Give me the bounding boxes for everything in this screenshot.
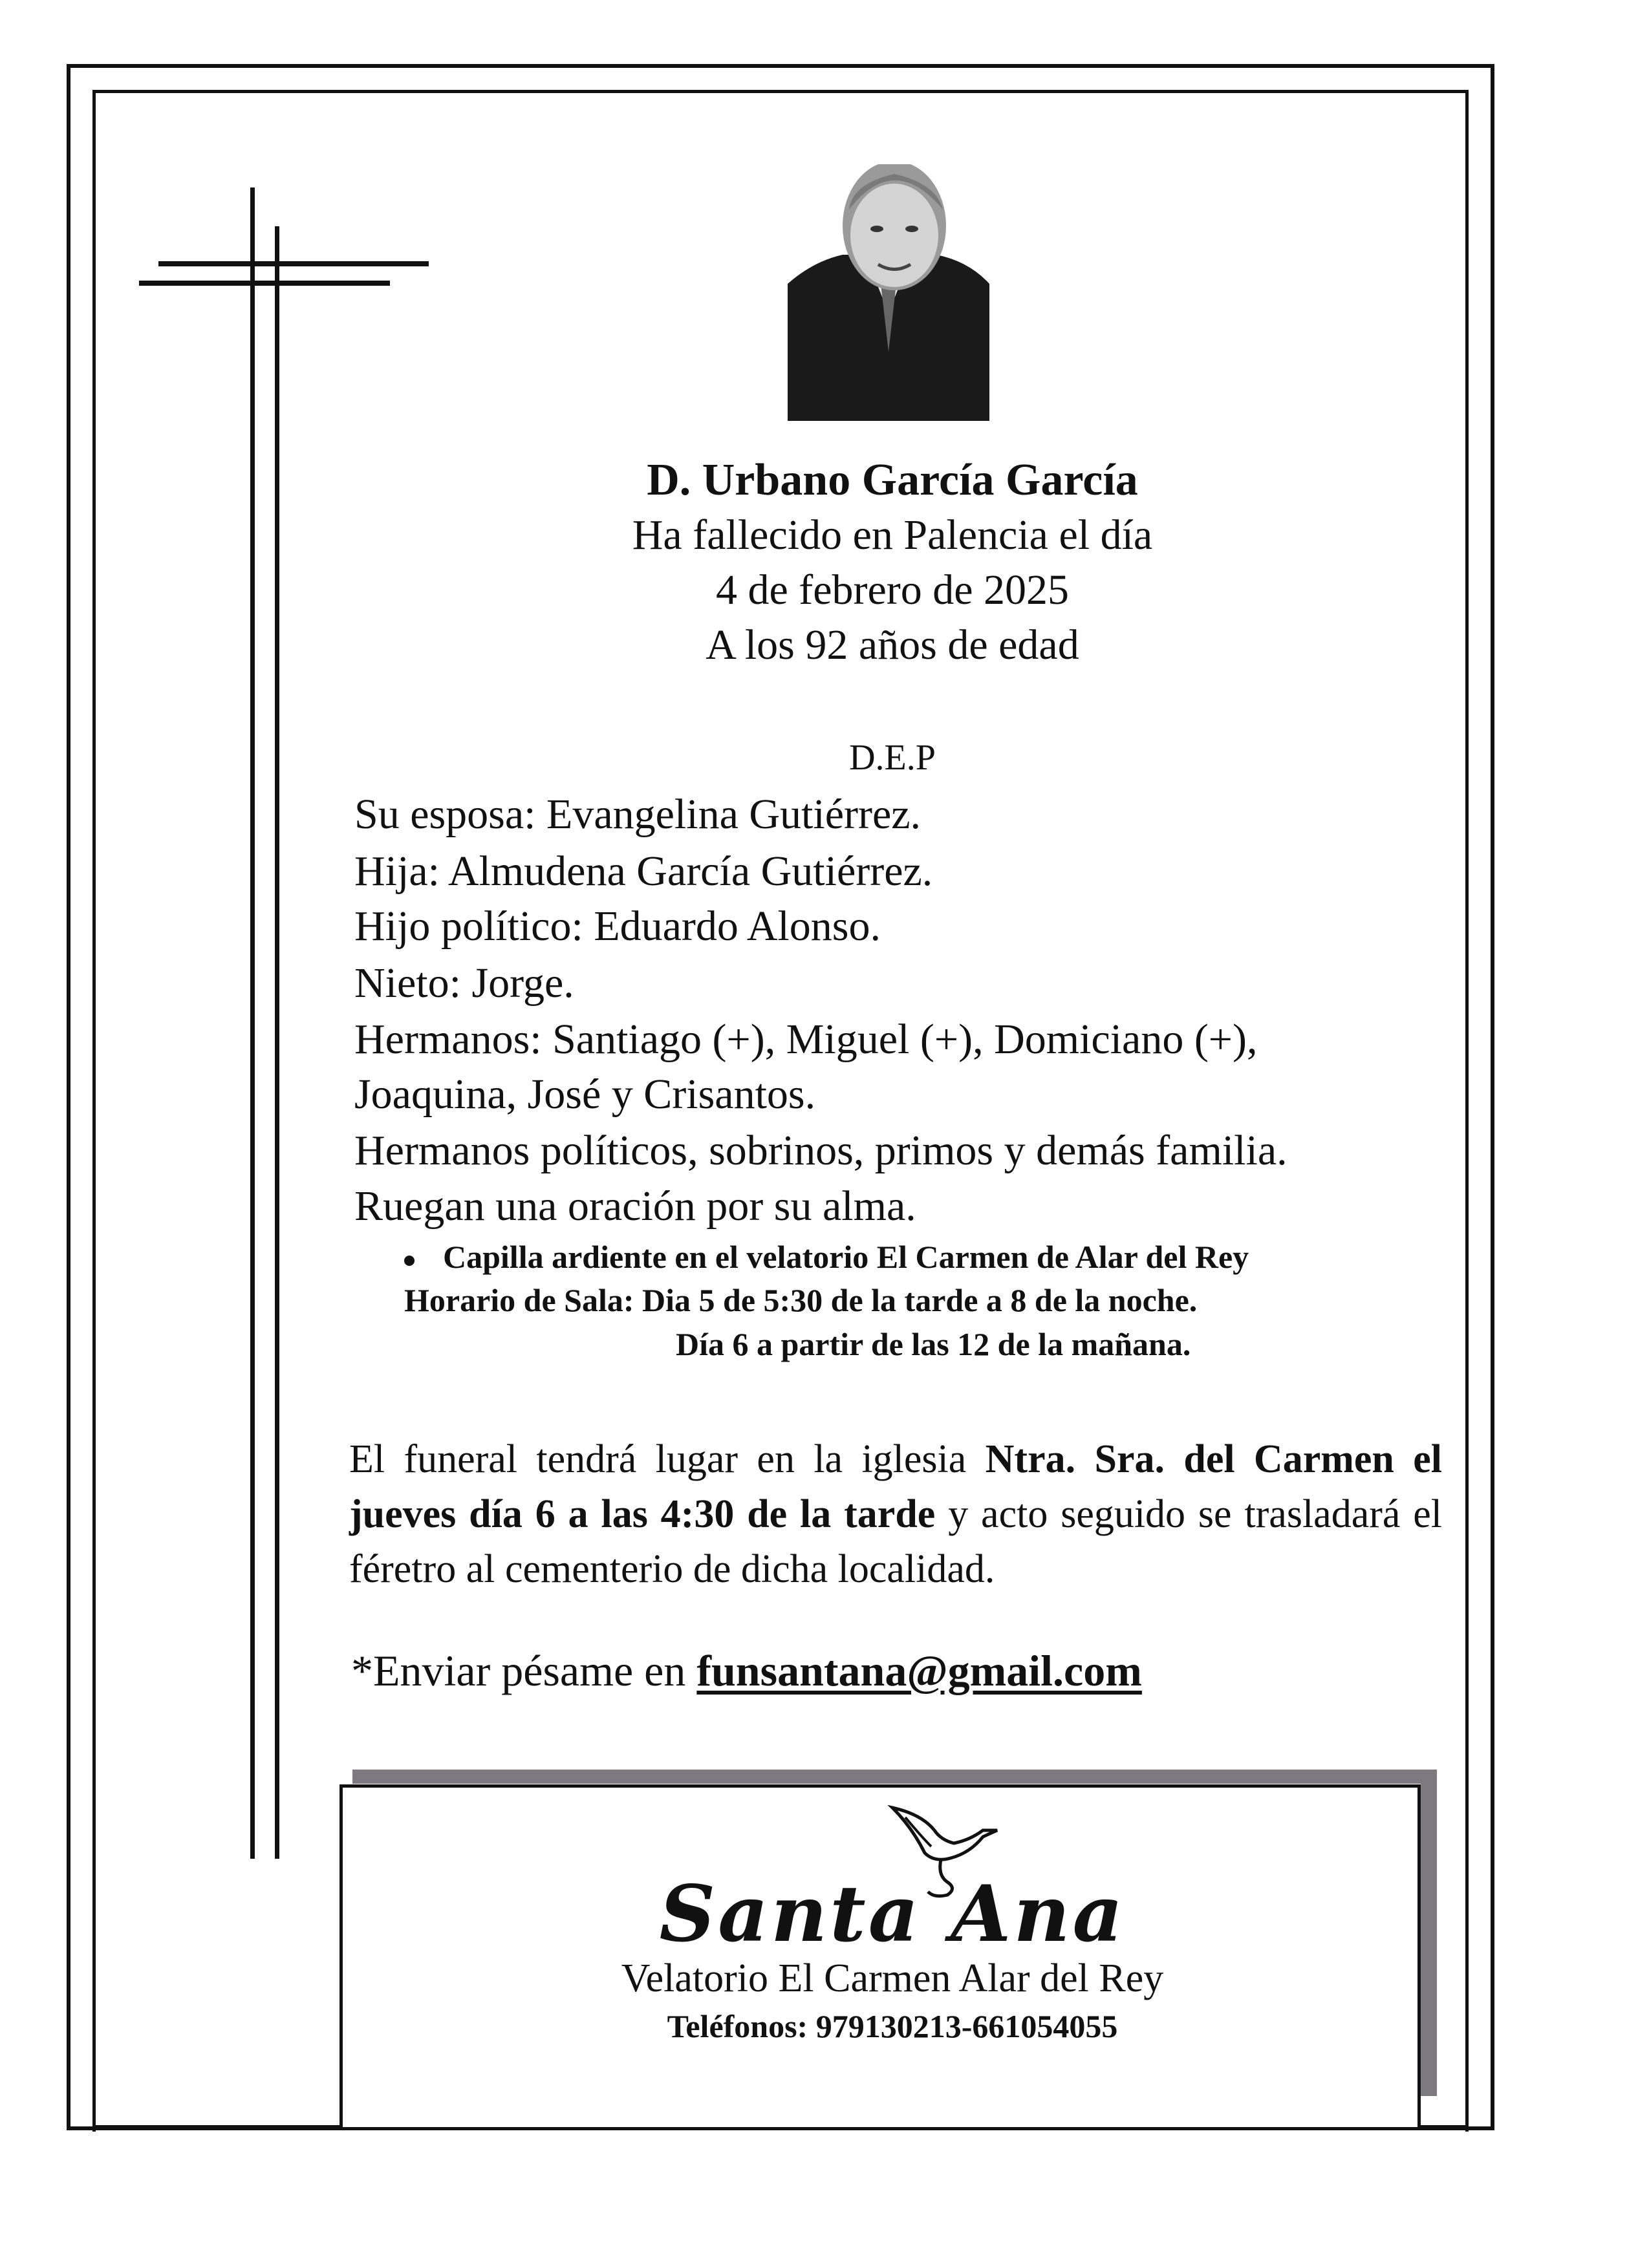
room-hours-2: Día 6 a partir de las 12 de la mañana.	[676, 1326, 1191, 1362]
condolence-line	[351, 1645, 1142, 1696]
bullet-icon	[404, 1256, 415, 1266]
funeral-paragraph	[349, 1432, 1442, 1597]
condolence-email-link[interactable]: funsantana@gmail.com	[696, 1646, 1142, 1695]
funeral-time: el jueves día 6 a las 4:30 de la tarde	[349, 1437, 1442, 1536]
box-shadow-right	[1421, 1770, 1437, 2096]
cross-horizontal-bar	[158, 261, 429, 266]
family-line: Hija: Almudena García Gutiérrez.	[354, 848, 933, 895]
room-hours: Horario de Sala: Dia 5 de 5:30 de la tarde a 8 de la noche.	[404, 1282, 1198, 1318]
announcement-line-1: Ha fallecido en Palencia el día	[632, 511, 1153, 559]
chapel-info	[404, 1238, 1249, 1276]
funeral-home-phones: Teléfonos: 979130213-661054055	[667, 2008, 1118, 2044]
dep-label: D.E.P	[849, 738, 936, 778]
funeral-home-subtitle: Velatorio El Carmen Alar del Rey	[621, 1956, 1164, 2000]
funeral-text-end: y acto seguido se trasladará el féretro al cementerio de dicha localidad.	[349, 1492, 1442, 1591]
condolence-text: *Enviar pésame en	[351, 1646, 697, 1695]
funeral-text: El funeral tendrá lugar en la iglesia	[349, 1437, 986, 1481]
family-line: Hijo político: Eduardo Alonso.	[354, 903, 881, 950]
cross-horizontal-bar-2	[139, 281, 390, 286]
church-name: Ntra. Sra. del Carmen	[985, 1437, 1394, 1481]
announcement-date: 4 de febrero de 2025	[715, 566, 1070, 614]
family-line: Nieto: Jorge.	[354, 959, 574, 1007]
family-line: Hermanos: Santiago (+), Miguel (+), Domiciano (+),	[354, 1016, 1258, 1063]
deceased-name: D. Urbano García García	[647, 455, 1138, 505]
funeral-text-space	[1394, 1437, 1413, 1481]
portrait-photo	[788, 164, 989, 421]
family-line: Ruegan una oración por su alma.	[354, 1182, 916, 1230]
announcement-age: A los 92 años de edad	[706, 621, 1079, 669]
chapel-text: Capilla ardiente en el velatorio El Carmen de Alar del Rey	[443, 1239, 1249, 1275]
cross-vertical-bar-2	[275, 226, 279, 1859]
cross-vertical-bar	[250, 187, 255, 1859]
family-line: Joaquina, José y Crisantos.	[354, 1071, 816, 1118]
funeral-home-logo: Santa Ana	[659, 1868, 1126, 1960]
family-line: Hermanos políticos, sobrinos, primos y demás familia.	[354, 1127, 1288, 1174]
box-shadow	[352, 1770, 1437, 1784]
family-line: Su esposa: Evangelina Gutiérrez.	[354, 791, 921, 838]
